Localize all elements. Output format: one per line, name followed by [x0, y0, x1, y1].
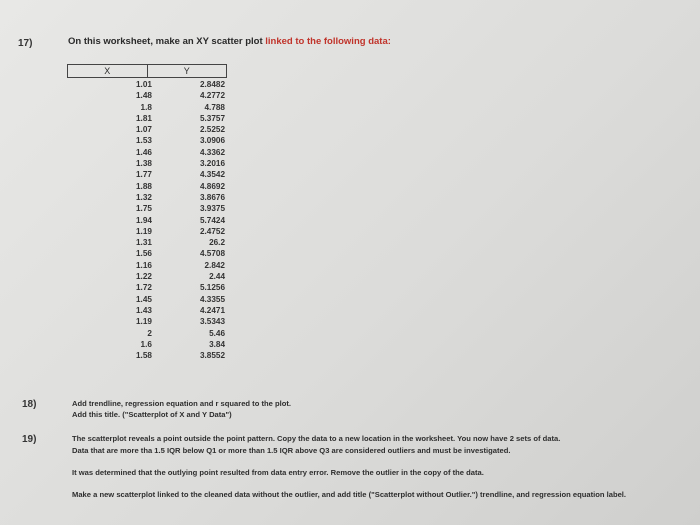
cell-y: 4.2772	[199, 91, 225, 101]
cell-y: 4.5708	[199, 249, 225, 259]
cell-x: 1.43	[135, 305, 152, 315]
cell-x: 1.72	[135, 283, 152, 293]
cell-y: 2.8482	[199, 80, 225, 89]
cell-y: 4.3355	[199, 294, 225, 304]
table-row	[67, 316, 227, 327]
question-19-line-2: Data that are more tha 1.5 IQR below Q1 or more than 1.5 IQR above Q3 are considered outliers and must be investigated.	[72, 446, 511, 455]
cell-x: 1.22	[135, 272, 152, 282]
table-row	[67, 328, 227, 339]
cell-x: 1.56	[135, 249, 152, 259]
table-row	[67, 192, 227, 203]
cell-x: 1.75	[135, 204, 152, 214]
table-row	[67, 113, 227, 124]
cell-x: 1.07	[135, 125, 152, 135]
cell-y: 5.3757	[199, 113, 225, 123]
header-x: X	[104, 66, 111, 76]
cell-y: 3.2016	[199, 159, 225, 169]
cell-x: 1.53	[135, 136, 152, 146]
question-18-line-2: Add this title. ("Scatterplot of X and Y Data")	[72, 410, 232, 419]
cell-y: 4.788	[204, 102, 225, 112]
question-17-number: 17)	[18, 38, 33, 49]
cell-x: 1.77	[135, 170, 152, 180]
table-row	[67, 203, 227, 214]
cell-x: 2	[147, 328, 152, 338]
cell-y: 4.8692	[199, 181, 225, 191]
table-row	[67, 305, 227, 316]
cell-y: 3.84	[209, 339, 225, 349]
cell-y: 26.2	[209, 238, 225, 248]
cell-x: 1.45	[135, 294, 152, 304]
cell-x: 1.94	[135, 215, 152, 225]
cell-y: 3.8552	[199, 351, 225, 361]
question-17-text-plain: On this worksheet, make an XY scatter plot	[68, 36, 266, 47]
cell-y: 2.5252	[199, 125, 225, 135]
question-19-line-3: It was determined that the outlying point resulted from data entry error. Remove the outlier in the copy of the data.	[72, 468, 484, 477]
table-row	[67, 147, 227, 158]
table-row	[67, 124, 227, 135]
cell-y: 4.2471	[199, 305, 225, 315]
cell-y: 3.5343	[199, 317, 225, 327]
question-18-number: 18)	[22, 399, 37, 410]
cell-x: 1.48	[135, 91, 152, 101]
question-19-number: 19)	[22, 434, 37, 445]
table-row	[67, 271, 227, 282]
table-row	[67, 282, 227, 293]
table-row	[67, 181, 227, 192]
cell-x: 1.01	[135, 80, 152, 89]
question-17-text-highlight: linked to the following data:	[265, 36, 391, 47]
cell-x: 1.81	[135, 113, 152, 123]
cell-y: 3.8676	[199, 192, 225, 202]
header-y: Y	[147, 65, 227, 77]
cell-y: 3.9375	[199, 204, 225, 214]
table-body	[67, 79, 227, 361]
table-row	[67, 169, 227, 180]
cell-x: 1.32	[135, 192, 152, 202]
question-19-line-4: Make a new scatterplot linked to the cleaned data without the outlier, and add title ("Scatterplot without Outlier.") trendline, and regression equation label.	[72, 490, 627, 499]
cell-x: 1.38	[135, 159, 152, 169]
cell-y: 3.0906	[199, 136, 225, 146]
cell-x: 1.19	[135, 317, 152, 327]
cell-x: 1.16	[135, 260, 152, 270]
cell-x: 1.19	[135, 226, 152, 236]
cell-y: 4.3542	[199, 170, 225, 180]
cell-y: 2.842	[204, 260, 225, 270]
table-row	[67, 226, 227, 237]
table-row	[67, 237, 227, 248]
table-row	[67, 248, 227, 259]
table-row	[67, 79, 227, 90]
cell-y: 2.4752	[199, 226, 225, 236]
table-row	[67, 294, 227, 305]
question-19-line-1: The scatterplot reveals a point outside the point pattern. Copy the data to a new location in the worksheet. You now have 2 sets of data.	[72, 434, 561, 443]
cell-x: 1.58	[135, 351, 152, 361]
cell-x: 1.8	[140, 102, 152, 112]
cell-y: 2.44	[209, 272, 225, 282]
cell-y: 5.7424	[199, 215, 225, 225]
cell-x: 1.46	[135, 147, 152, 157]
cell-y: 4.3362	[199, 147, 225, 157]
cell-x: 1.31	[135, 238, 152, 248]
table-header	[67, 64, 227, 78]
table-row	[67, 158, 227, 169]
data-table	[67, 64, 227, 361]
cell-y: 5.1256	[199, 283, 225, 293]
cell-x: 1.6	[140, 339, 152, 349]
table-row	[67, 339, 227, 350]
question-17-text	[68, 36, 391, 47]
table-row	[67, 215, 227, 226]
cell-x: 1.88	[135, 181, 152, 191]
table-row	[67, 260, 227, 271]
table-row	[67, 90, 227, 101]
table-row	[67, 102, 227, 113]
cell-y: 5.46	[209, 328, 225, 338]
question-18-line-1: Add trendline, regression equation and r squared to the plot.	[72, 399, 291, 408]
table-row	[67, 350, 227, 361]
table-row	[67, 135, 227, 146]
